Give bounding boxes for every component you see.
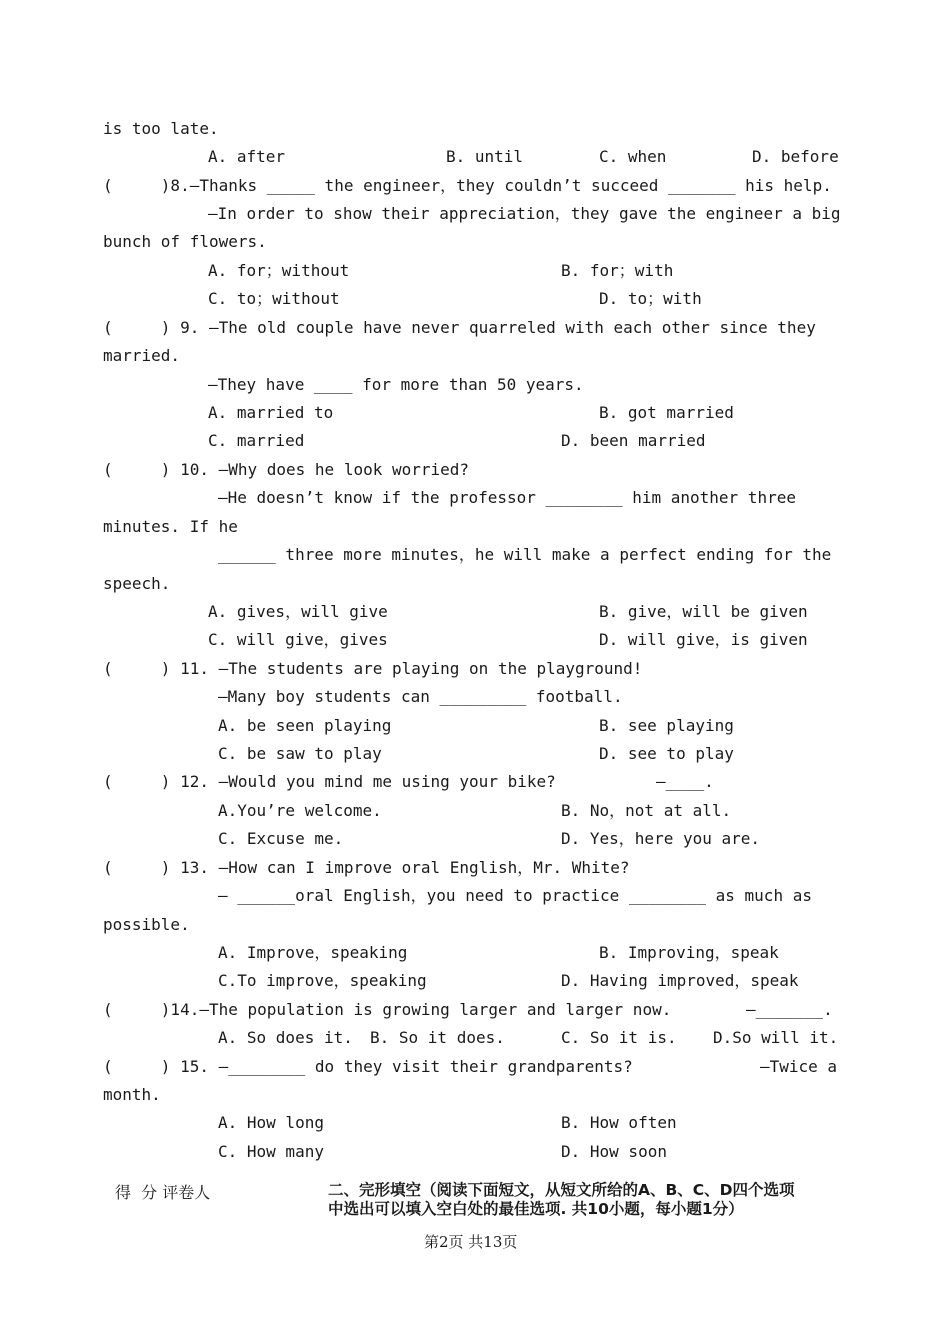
option-a: A. married to [208, 403, 334, 422]
option-d: D. Having improved，speak [561, 971, 799, 990]
option-a: A. Improve，speaking [218, 943, 408, 962]
section-title: 二、完形填空（阅读下面短文，从短文所给的A、B、C、D四个选项 [328, 1181, 795, 1199]
option-a: A.You’re welcome. [218, 801, 382, 820]
option-c: C. be saw to play [218, 744, 382, 763]
option-a: A. gives，will give [208, 602, 388, 621]
text-line: possible. [103, 915, 190, 934]
text-line: —Twice a [760, 1057, 838, 1076]
option-a: A. be seen playing [218, 716, 392, 735]
option-a: A. after [208, 147, 286, 166]
option-b: B. So it does. [370, 1028, 505, 1047]
option-d: D.So will it. [713, 1028, 839, 1047]
question-10: ( ) 10. —Why does he look worried? [103, 460, 470, 479]
option-b: B. got married [599, 403, 734, 422]
option-b: B. until [446, 147, 524, 166]
question-9: ( ) 9. —The old couple have never quarreled with each other since they [103, 318, 816, 337]
option-d: D. will give，is given [599, 630, 808, 649]
question-8: ( )8.—Thanks _____ the engineer，they couldn’t succeed _______ his help. [103, 176, 832, 195]
text-line: bunch of flowers. [103, 232, 267, 251]
question-13: ( ) 13. —How can I improve oral English，Mr. White? [103, 858, 630, 877]
option-c: C.To improve，speaking [218, 971, 427, 990]
section-title: 中选出可以填入空白处的最佳选项. 共10小题，每小题1分） [328, 1200, 744, 1218]
text-line: —____. [656, 772, 714, 791]
score-label: 得 分 评卷人 [115, 1183, 211, 1202]
text-line: —He doesn’t know if the professor ________ him another three [218, 488, 796, 507]
text-line: speech. [103, 574, 171, 593]
option-b: B. No，not at all. [561, 801, 732, 820]
text-line: —They have ____ for more than 50 years. [208, 375, 584, 394]
question-12: ( ) 12. —Would you mind me using your bike? [103, 772, 556, 791]
option-d: D. Yes，here you are. [561, 829, 761, 848]
option-d: D. been married [561, 431, 706, 450]
question-15: ( ) 15. —________ do they visit their grandparents? [103, 1057, 633, 1076]
option-b: B. give，will be given [599, 602, 808, 621]
text-line: month. [103, 1085, 161, 1104]
text-line: —Many boy students can _________ football. [218, 687, 623, 706]
text-line: — ______oral English，you need to practice ________ as much as [218, 886, 812, 905]
text-line: —_______. [746, 1000, 833, 1019]
option-c: C. will give，gives [208, 630, 388, 649]
text-line: minutes. If he [103, 517, 238, 536]
option-c: C. when [599, 147, 667, 166]
option-a: A. How long [218, 1113, 324, 1132]
text-line: is too late. [103, 119, 219, 138]
option-a: A. for；without [208, 261, 350, 280]
option-d: D. to；with [599, 289, 702, 308]
question-11: ( ) 11. —The students are playing on the playground! [103, 659, 643, 678]
question-14: ( )14.—The population is growing larger and larger now. [103, 1000, 672, 1019]
option-b: B. see playing [599, 716, 734, 735]
option-c: C. So it is. [561, 1028, 677, 1047]
text-line: married. [103, 346, 181, 365]
text-line: ______ three more minutes，he will make a perfect ending for the [218, 545, 832, 564]
text-line: —In order to show their appreciation，they gave the engineer a big [208, 204, 841, 223]
page-number: 第2页 共13页 [424, 1233, 518, 1251]
option-d: D. see to play [599, 744, 734, 763]
option-b: B. for；with [561, 261, 674, 280]
option-c: C. to；without [208, 289, 340, 308]
option-c: C. Excuse me. [218, 829, 344, 848]
option-c: C. How many [218, 1142, 324, 1161]
option-b: B. How often [561, 1113, 677, 1132]
option-a: A. So does it. [218, 1028, 353, 1047]
option-b: B. Improving，speak [599, 943, 779, 962]
option-d: D. before [752, 147, 839, 166]
option-c: C. married [208, 431, 305, 450]
option-d: D. How soon [561, 1142, 667, 1161]
